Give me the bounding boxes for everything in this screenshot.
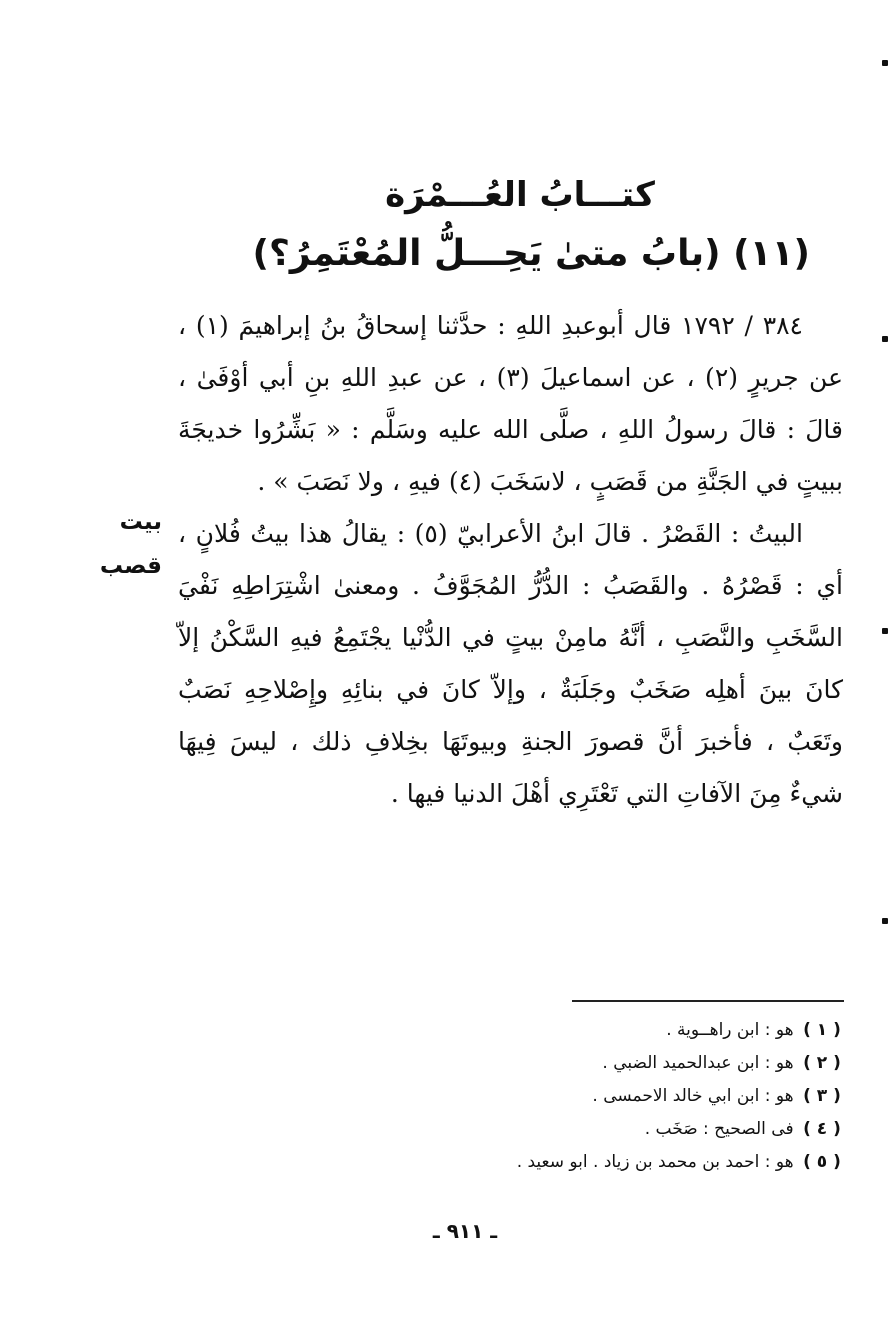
margin-note-bayt: بيت	[119, 509, 162, 535]
scan-speck	[882, 60, 888, 66]
commentary-paragraph: البيتُ : القَصْرُ . قالَ ابنُ الأعرابيّ (٥) : يقالُ هذا بيتُ فُلانٍ ، أي : قَصْرُهُ . والقَصَبُ : الدُّرُّ المُجَوَّفُ . ومعنىٰ اشْتِرَاطِهِ نَفْيَ السَّخَبِ والنَّصَبِ ، أنَّهُ مامِنْ بيتٍ في الدُّنْيا يجْتَمِعُ فيهِ السَّكْنُ إلاّ كانَ بينَ أهلِه صَخَبٌ وجَلَبَةٌ ، وإلاّ كانَ في بنائِهِ وإِصْلاحِهِ نَصَبٌ وتَعَبٌ ، فأخبرَ أنَّ قصورَ الجنةِ وبيوتَهَا بخِلافِ ذلك ، ليسَ فِيهَا شيءٌ مِنَ الآفاتِ التي تَعْتَرِي أهْلَ الدنيا فيها .	[178, 519, 843, 808]
footnote-item	[380, 1080, 845, 1113]
scan-speck	[882, 628, 888, 634]
main-text	[178, 300, 843, 820]
footnote-item	[380, 1047, 845, 1080]
footnote-number: ( ٤ )	[803, 1119, 841, 1139]
footnote-text: فى الصحيح : صَخَب .	[644, 1119, 794, 1139]
footnote-text: هو : احمد بن محمد بن زياد . ابو سعيد .	[516, 1152, 794, 1172]
footnote-number: ( ١ )	[803, 1020, 841, 1040]
footnote-text: هو : ابن ابي خالد الاحمسى .	[592, 1086, 794, 1106]
footnote-divider	[572, 1000, 844, 1002]
footnote-item	[380, 1113, 845, 1146]
footnote-text: هو : ابن عبدالحميد الضبي .	[602, 1053, 794, 1073]
margin-note-qasab: قصب	[99, 553, 162, 579]
book-title: كتـــابُ العُـــمْرَة	[385, 175, 655, 215]
margin-notes	[62, 500, 162, 588]
scan-speck	[882, 918, 888, 924]
footnotes	[380, 1014, 845, 1179]
footnote-text: هو : ابن راهــوية .	[666, 1020, 794, 1040]
footnote-number: ( ٣ )	[803, 1086, 841, 1106]
scan-speck	[882, 336, 888, 342]
footnote-item	[380, 1146, 845, 1179]
page-number: ـ ٩١١ ـ	[432, 1219, 498, 1243]
hadith-paragraph: ٣٨٤ / ١٧٩٢ قال أبوعبدِ اللهِ : حدَّثنا إسحاقُ بنُ إبراهيمَ (١) ، عن جريرٍ (٢) ، عن اسماعيلَ (٣) ، عن عبدِ اللهِ بنِ أبي أوْفَىٰ ، قالَ : قالَ رسولُ اللهِ ، صلَّى الله عليه وسَلَّم : « بَشِّرُوا خديجَةَ ببيتٍ في الجَنَّةِ من قَصَبٍ ، لاسَخَبَ (٤) فيهِ ، ولا نَصَبَ » .	[178, 311, 843, 496]
footnote-item	[380, 1014, 845, 1047]
footnote-number: ( ٢ )	[803, 1053, 841, 1073]
footnote-number: ( ٥ )	[803, 1152, 841, 1172]
chapter-title: (١١) (بابُ متىٰ يَحِـــلُّ المُعْتَمِرُ؟)	[252, 233, 810, 274]
